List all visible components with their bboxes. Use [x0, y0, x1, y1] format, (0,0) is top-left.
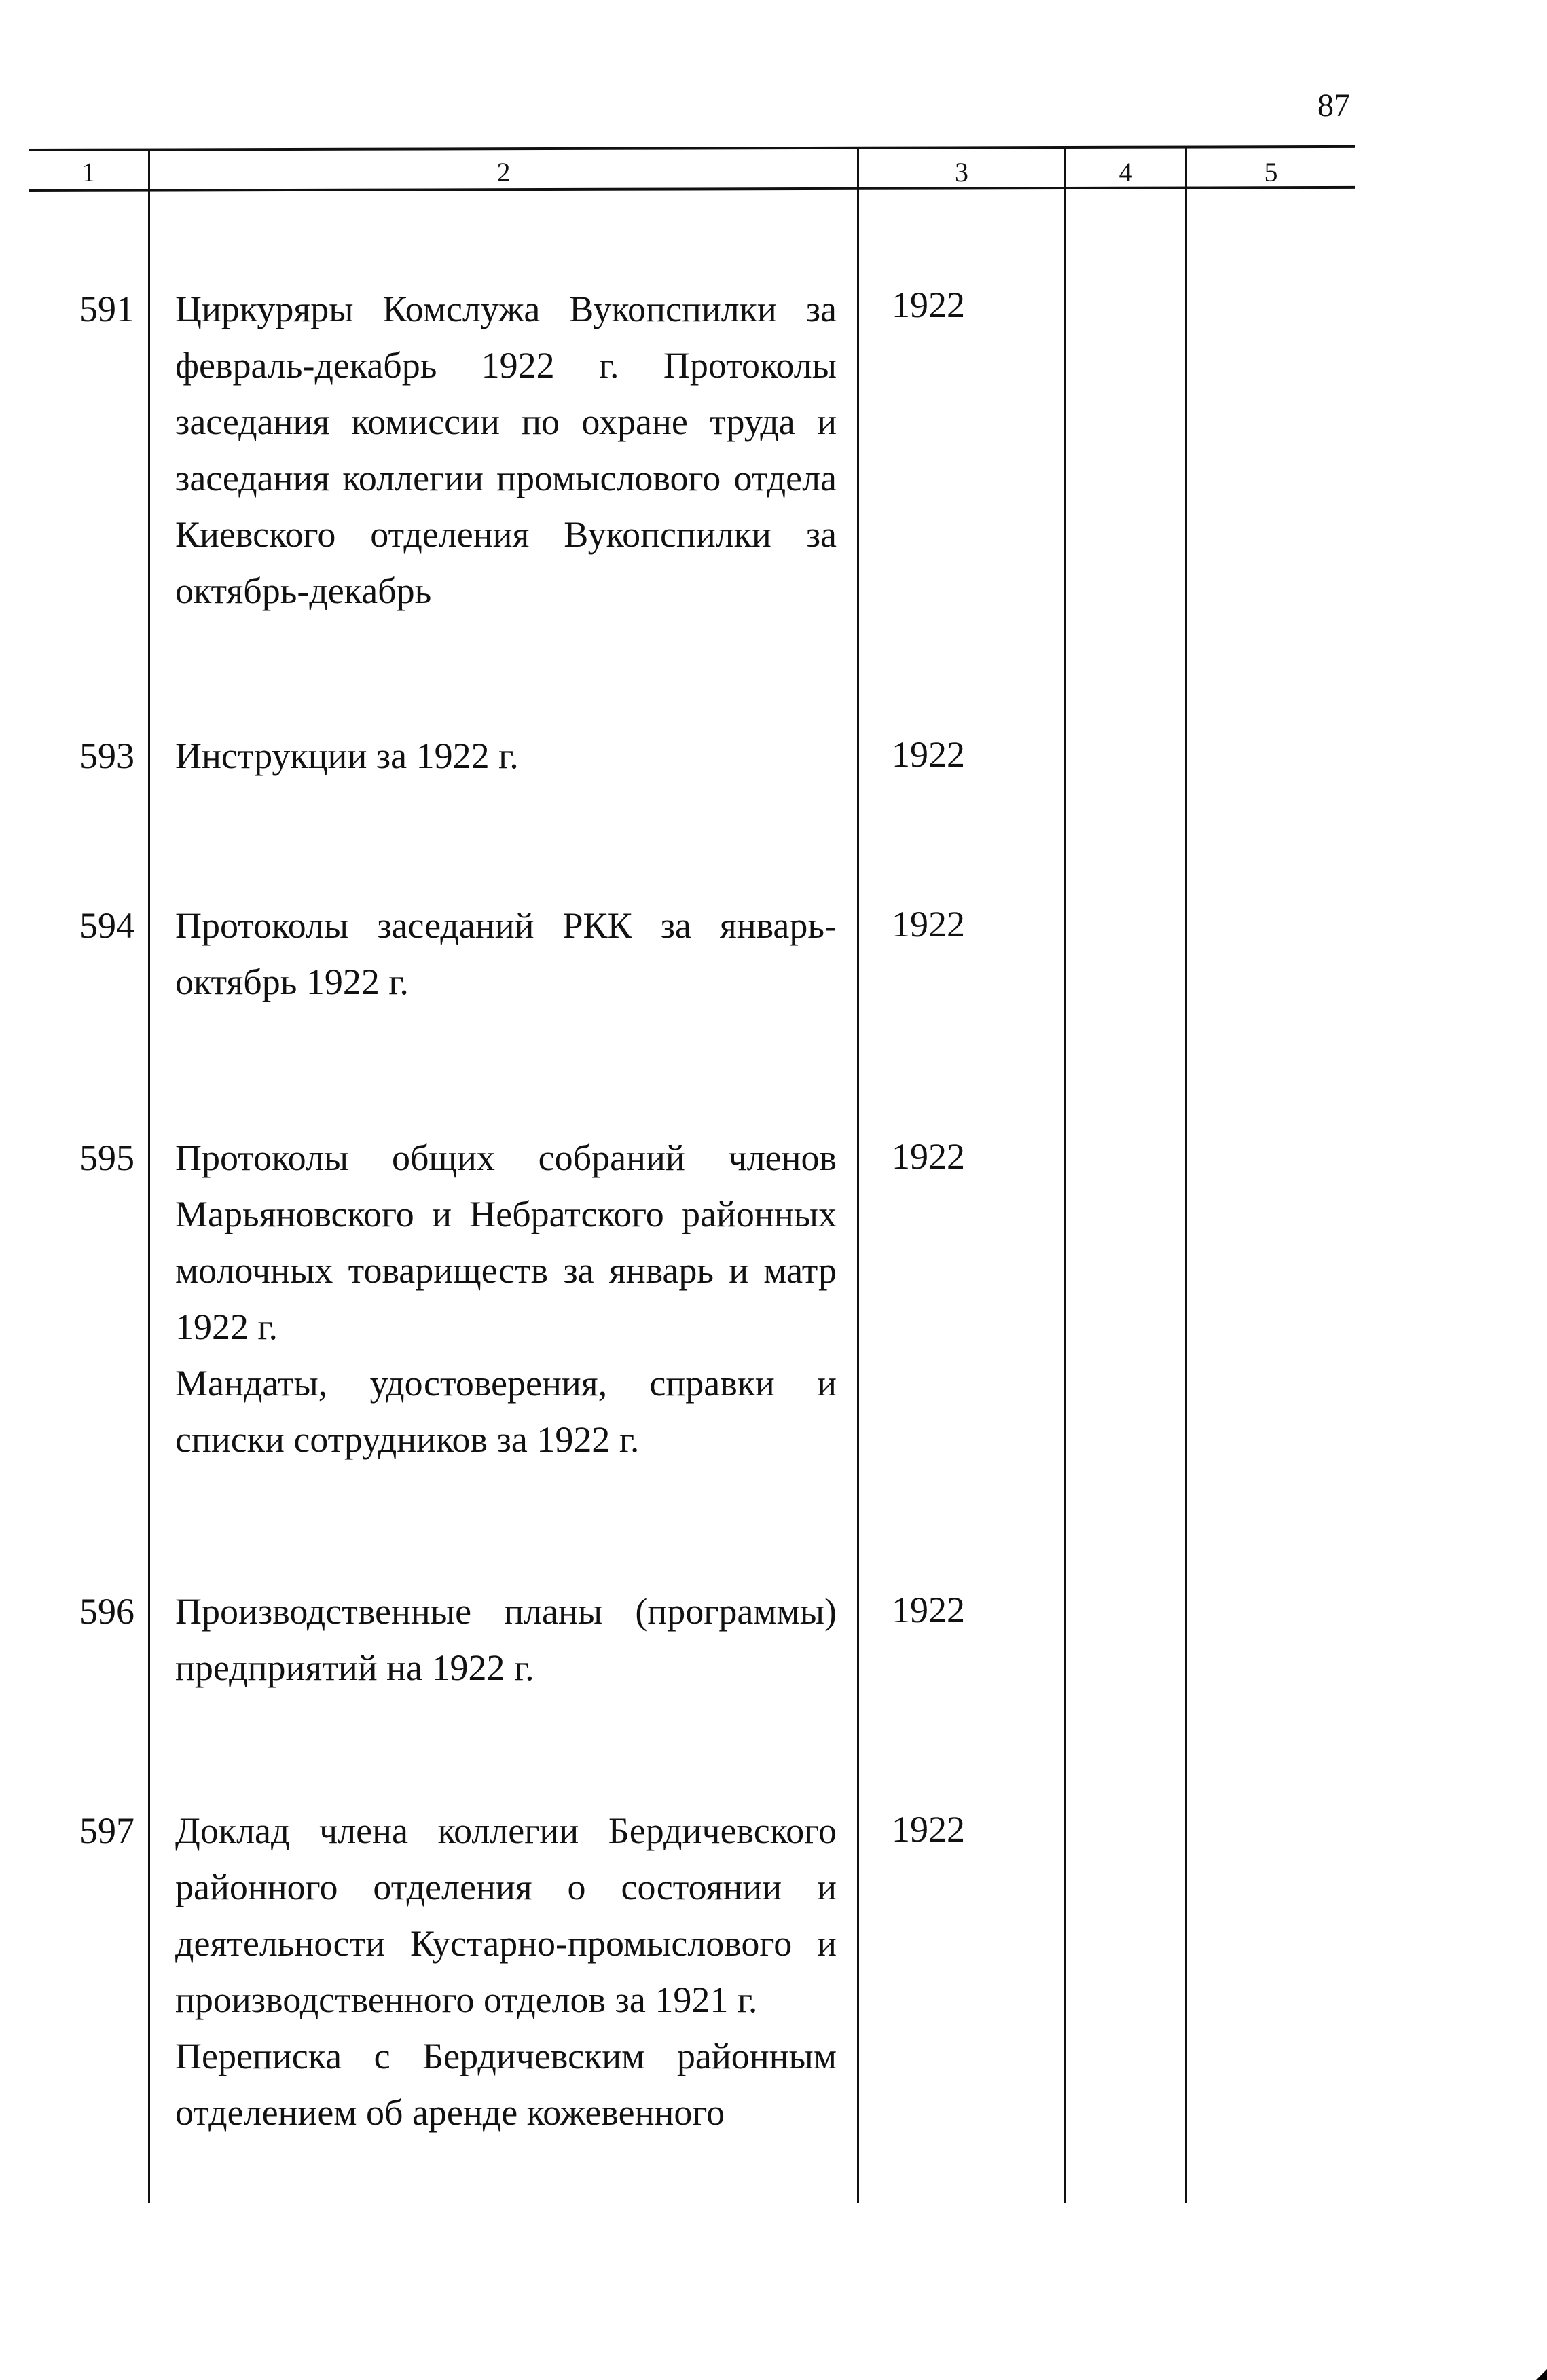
row-year: 1922	[892, 1136, 965, 1177]
column-header-4: 4	[1118, 157, 1133, 187]
row-year: 1922	[892, 734, 965, 775]
row-year: 1922	[892, 285, 965, 325]
page-number: 87	[1317, 88, 1350, 124]
column-header-1: 1	[81, 157, 96, 187]
row-description	[175, 1803, 837, 2141]
column-header-3: 3	[955, 157, 968, 187]
row-number: 595	[79, 1137, 134, 1178]
row-number: 596	[79, 1591, 134, 1632]
column-header-5: 5	[1264, 157, 1278, 187]
description-paragraph: Переписка с Бердичевским районным отделением об аренде кожевенного	[175, 2036, 837, 2133]
row-number: 597	[79, 1810, 134, 1851]
row-description	[175, 281, 837, 619]
description-paragraph: Протоколы общих собраний членов Марьяновского и Небратского районных молочных товариществ за январь и матр 1922 г.	[175, 1137, 837, 1347]
row-year: 1922	[892, 904, 965, 945]
column-header-2: 2	[496, 157, 511, 187]
header-top-rule	[29, 145, 1355, 151]
row-number: 593	[79, 735, 134, 776]
row-number: 591	[79, 289, 134, 329]
description-paragraph: Мандаты, удостоверения, справки и списки сотрудников за 1922 г.	[175, 1363, 837, 1460]
row-description	[175, 898, 837, 1010]
row-number: 594	[79, 905, 134, 946]
description-paragraph: Циркуряры Комслужа Вукопспилки за февраль-декабрь 1922 г. Протоколы заседания комиссии по охране труда и заседания коллегии промыслового отдела Киевского отделения Вукопспилки за октябрь-декабрь	[175, 289, 837, 611]
row-description	[175, 1130, 837, 1468]
description-paragraph: Протоколы заседаний РКК за январь-октябрь 1922 г.	[175, 905, 837, 1002]
column-divider-3-4	[1064, 148, 1066, 2203]
row-description	[175, 728, 837, 784]
column-divider-1-2	[148, 150, 150, 2203]
description-paragraph: Доклад члена коллегии Бердичевского районного отделения о состоянии и деятельности Кустарно-промыслового и производственного отделов за 1921 г.	[175, 1810, 837, 2020]
column-divider-4-5	[1185, 148, 1187, 2203]
column-divider-2-3	[857, 149, 859, 2203]
description-paragraph: Производственные планы (программы) предприятий на 1922 г.	[175, 1591, 837, 1688]
scan-corner-mark	[1536, 2369, 1547, 2380]
row-year: 1922	[892, 1590, 965, 1630]
description-paragraph: Инструкции за 1922 г.	[175, 735, 519, 776]
row-year: 1922	[892, 1809, 965, 1850]
row-description	[175, 1583, 837, 1696]
